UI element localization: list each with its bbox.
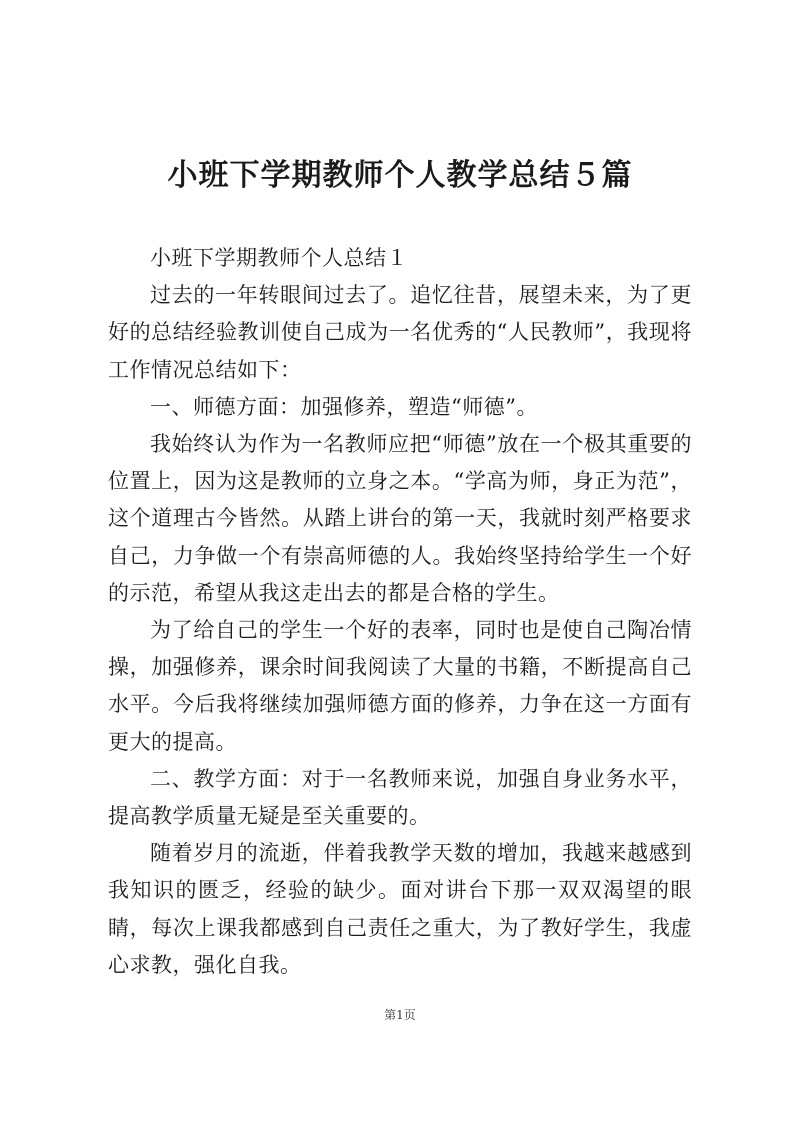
paragraph: 过去的一年转眼间过去了。追忆往昔，展望未来，为了更好的总结经验教训使自己成为一名优秀的“人民教师”，我现将工作情况总结如下：	[108, 283, 692, 382]
paragraph: 为了给自己的学生一个好的表率，同时也是使自己陶冶情操，加强修养，课余时间我阅读了大量的书籍，不断提高自己水平。今后我将继续加强师德方面的修养，力争在这一方面有更大的提高。	[108, 618, 692, 754]
subsection-heading: 二、教学方面：对于一名教师来说，加强自身业务水平，提高教学质量无疑是至关重要的。	[108, 766, 692, 829]
document-body	[108, 240, 692, 984]
section-heading: 小班下学期教师个人总结１	[150, 246, 408, 270]
page-number: 第1页	[384, 1008, 416, 1022]
subsection-heading: 一、师德方面：加强修养，塑造“师德”。	[150, 394, 538, 419]
document-title: 小班下学期教师个人教学总结５篇	[167, 158, 633, 193]
paragraph: 我始终认为作为一名教师应把“师德”放在一个极其重要的位置上，因为这是教师的立身之本。“学高为师，身正为范”，这个道理古今皆然。从踏上讲台的第一天，我就时刻严格要求自己，力争做一个有崇高师德的人。我始终坚持给学生一个好的示范，希望从我这走出去的都是合格的学生。	[108, 432, 692, 605]
paragraph: 随着岁月的流逝，伴着我教学天数的增加，我越来越感到我知识的匮乏，经验的缺少。面对讲台下那一双双渴望的眼睛，每次上课我都感到自己责任之重大，为了教好学生，我虚心求教，强化自我。	[108, 841, 692, 977]
